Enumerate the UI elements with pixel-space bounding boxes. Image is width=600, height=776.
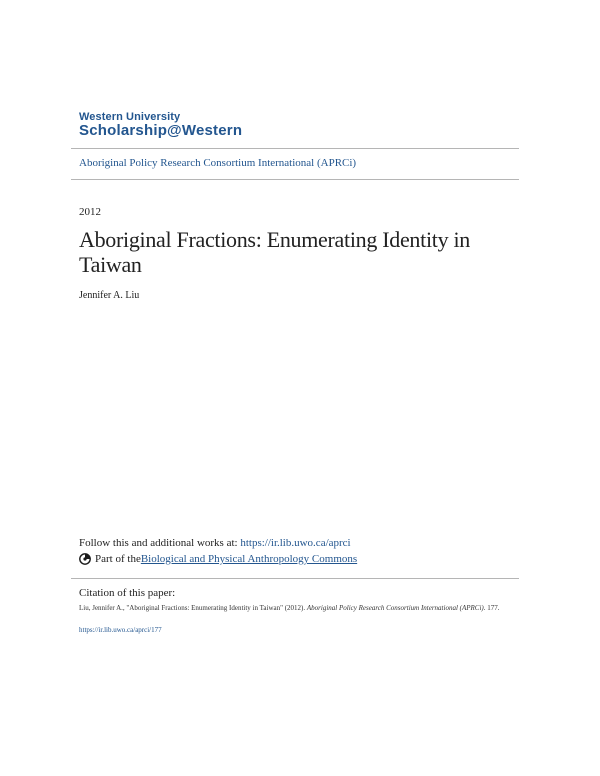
commons-link[interactable]: Biological and Physical Anthropology Commons: [140, 553, 358, 565]
repository-link[interactable]: Scholarship@Western: [79, 122, 243, 139]
collection-link[interactable]: Aboriginal Policy Research Consortium International (APRCi): [79, 157, 357, 169]
citation-heading: Citation of this paper:: [79, 587, 176, 599]
follow-line: [79, 537, 351, 549]
citation-url-link[interactable]: https://ir.lib.uwo.ca/aprci/177: [79, 626, 162, 634]
follow-url-link[interactable]: https://ir.lib.uwo.ca/aprci: [240, 537, 351, 549]
institution-name: Western University: [79, 111, 181, 123]
partof-prefix: Part of the: [95, 553, 141, 565]
partof-line: [79, 553, 357, 565]
commons-network-icon: [79, 553, 91, 565]
paper-title: Aboriginal Fractions: Enumerating Identity in Taiwan: [79, 227, 470, 277]
citation-plain: Liu, Jennifer A., "Aboriginal Fractions: Enumerating Identity in Taiwan" (2012).: [79, 604, 307, 612]
header-divider-bottom: [71, 179, 519, 180]
publication-year: 2012: [79, 206, 101, 218]
citation-series: Aboriginal Policy Research Consortium International (APRCi): [306, 604, 484, 612]
follow-prefix: Follow this and additional works at:: [79, 537, 241, 549]
citation-end: . 177.: [483, 604, 500, 612]
paper-author: Jennifer A. Liu: [79, 290, 140, 301]
citation-divider: [71, 578, 519, 579]
header-divider-top: [71, 148, 519, 149]
citation-text: [79, 603, 519, 614]
